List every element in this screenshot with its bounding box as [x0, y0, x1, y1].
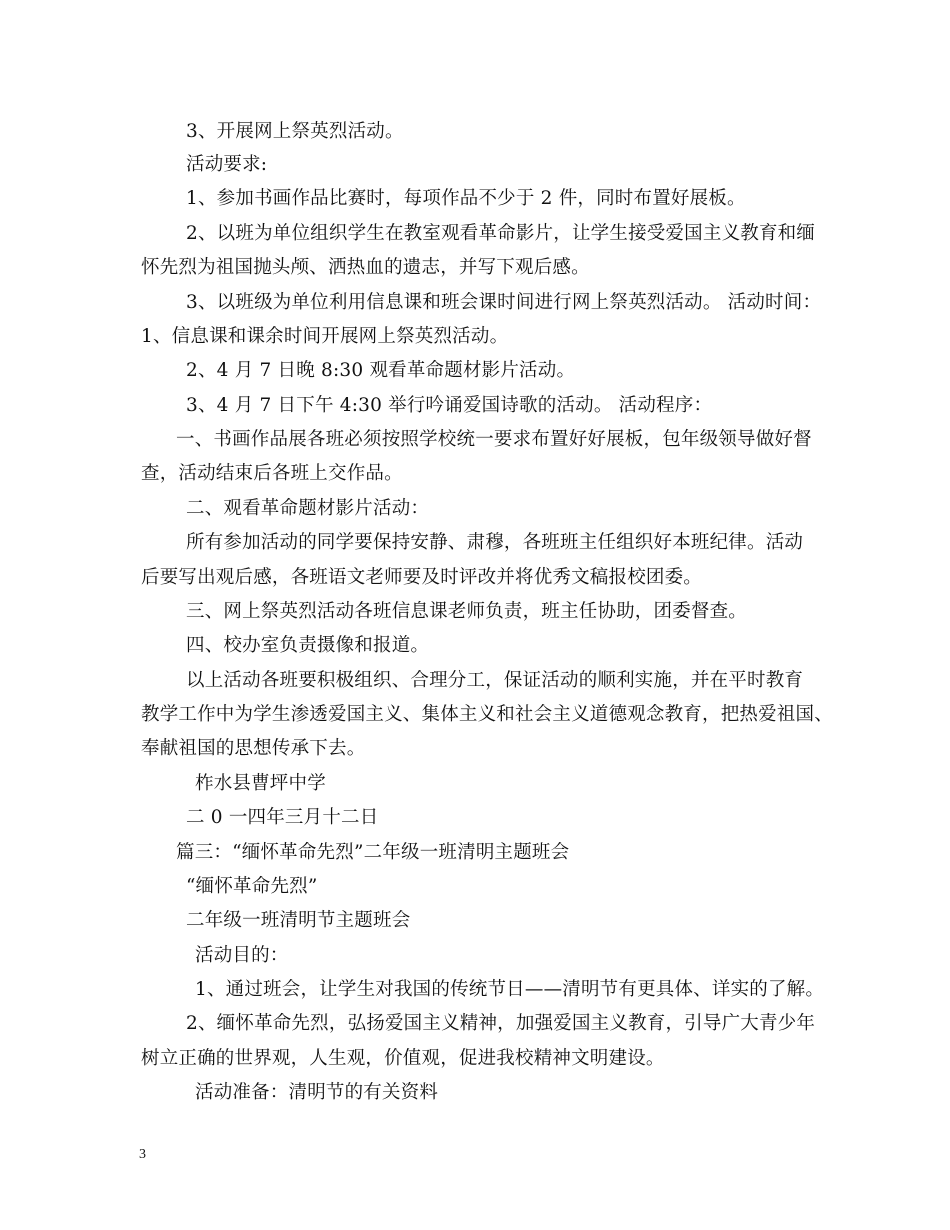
text-line: 3、4 月 7 日下午 4:30 举行吟诵爱国诗歌的活动。 活动程序：: [186, 395, 713, 416]
text-line: 柞水县曹坪中学: [195, 773, 326, 794]
text-line: 后要写出观后感，各班语文老师要及时评改并将优秀文稿报校团委。: [141, 567, 703, 588]
text-line: 二、观看革命题材影片活动：: [186, 498, 430, 519]
text-line: 活动目的：: [195, 945, 289, 966]
text-line: 怀先烈为祖国抛头颅、洒热血的遗志，并写下观后感。: [141, 257, 590, 278]
text-line: 四、校办室负责摄像和报道。: [186, 635, 430, 656]
text-line: 所有参加活动的同学要保持安静、肃穆，各班班主任组织好本班纪律。活动: [186, 532, 804, 553]
text-line: 活动要求:: [186, 154, 268, 175]
page-number: 3: [139, 1147, 146, 1162]
text-line: 1、通过班会，让学生对我国的传统节日——清明节有更具体、详实的了解。: [195, 979, 825, 1000]
text-line: 二 0 一四年三月十二日: [186, 807, 379, 828]
text-line: 3、以班级为单位利用信息课和班会课时间进行网上祭英烈活动。 活动时间：: [186, 292, 822, 313]
text-line: 教学工作中为学生渗透爱国主义、集体主义和社会主义道德观念教育，把热爱祖国、: [141, 704, 833, 725]
text-line: 3、开展网上祭英烈活动。: [186, 121, 404, 142]
text-line: 1、参加书画作品比赛时，每项作品不少于 2 件，同时布置好展板。: [186, 188, 746, 209]
text-line: 1、信息课和课余时间开展网上祭英烈活动。: [141, 326, 509, 347]
text-line: 2、缅怀革命先烈，弘扬爱国主义精神，加强爱国主义教育，引导广大青少年: [186, 1013, 816, 1034]
text-line: 以上活动各班要积极组织、合理分工，保证活动的顺利实施，并在平时教育: [186, 670, 804, 691]
text-line: 二年级一班清明节主题班会: [186, 910, 411, 931]
text-line: 篇三：“缅怀革命先烈”二年级一班清明主题班会: [176, 842, 570, 863]
text-line: 奉献祖国的思想传承下去。: [141, 738, 366, 759]
text-line: 查，活动结束后各班上交作品。: [141, 463, 403, 484]
text-line: 2、4 月 7 日晚 8:30 观看革命题材影片活动。: [186, 360, 576, 381]
text-line: 一、书画作品展各班必须按照学校统一要求布置好好展板，包年级领导做好督: [176, 429, 812, 450]
text-line: 2、以班为单位组织学生在教室观看革命影片，让学生接受爱国主义教育和缅: [186, 223, 816, 244]
text-line: 树立正确的世界观，人生观，价值观，促进我校精神文明建设。: [141, 1048, 665, 1069]
text-line: 三、网上祭英烈活动各班信息课老师负责，班主任协助，团委督查。: [186, 601, 748, 622]
text-line: “缅怀革命先烈”: [186, 876, 318, 897]
text-line: 活动准备：清明节的有关资料: [195, 1082, 439, 1103]
